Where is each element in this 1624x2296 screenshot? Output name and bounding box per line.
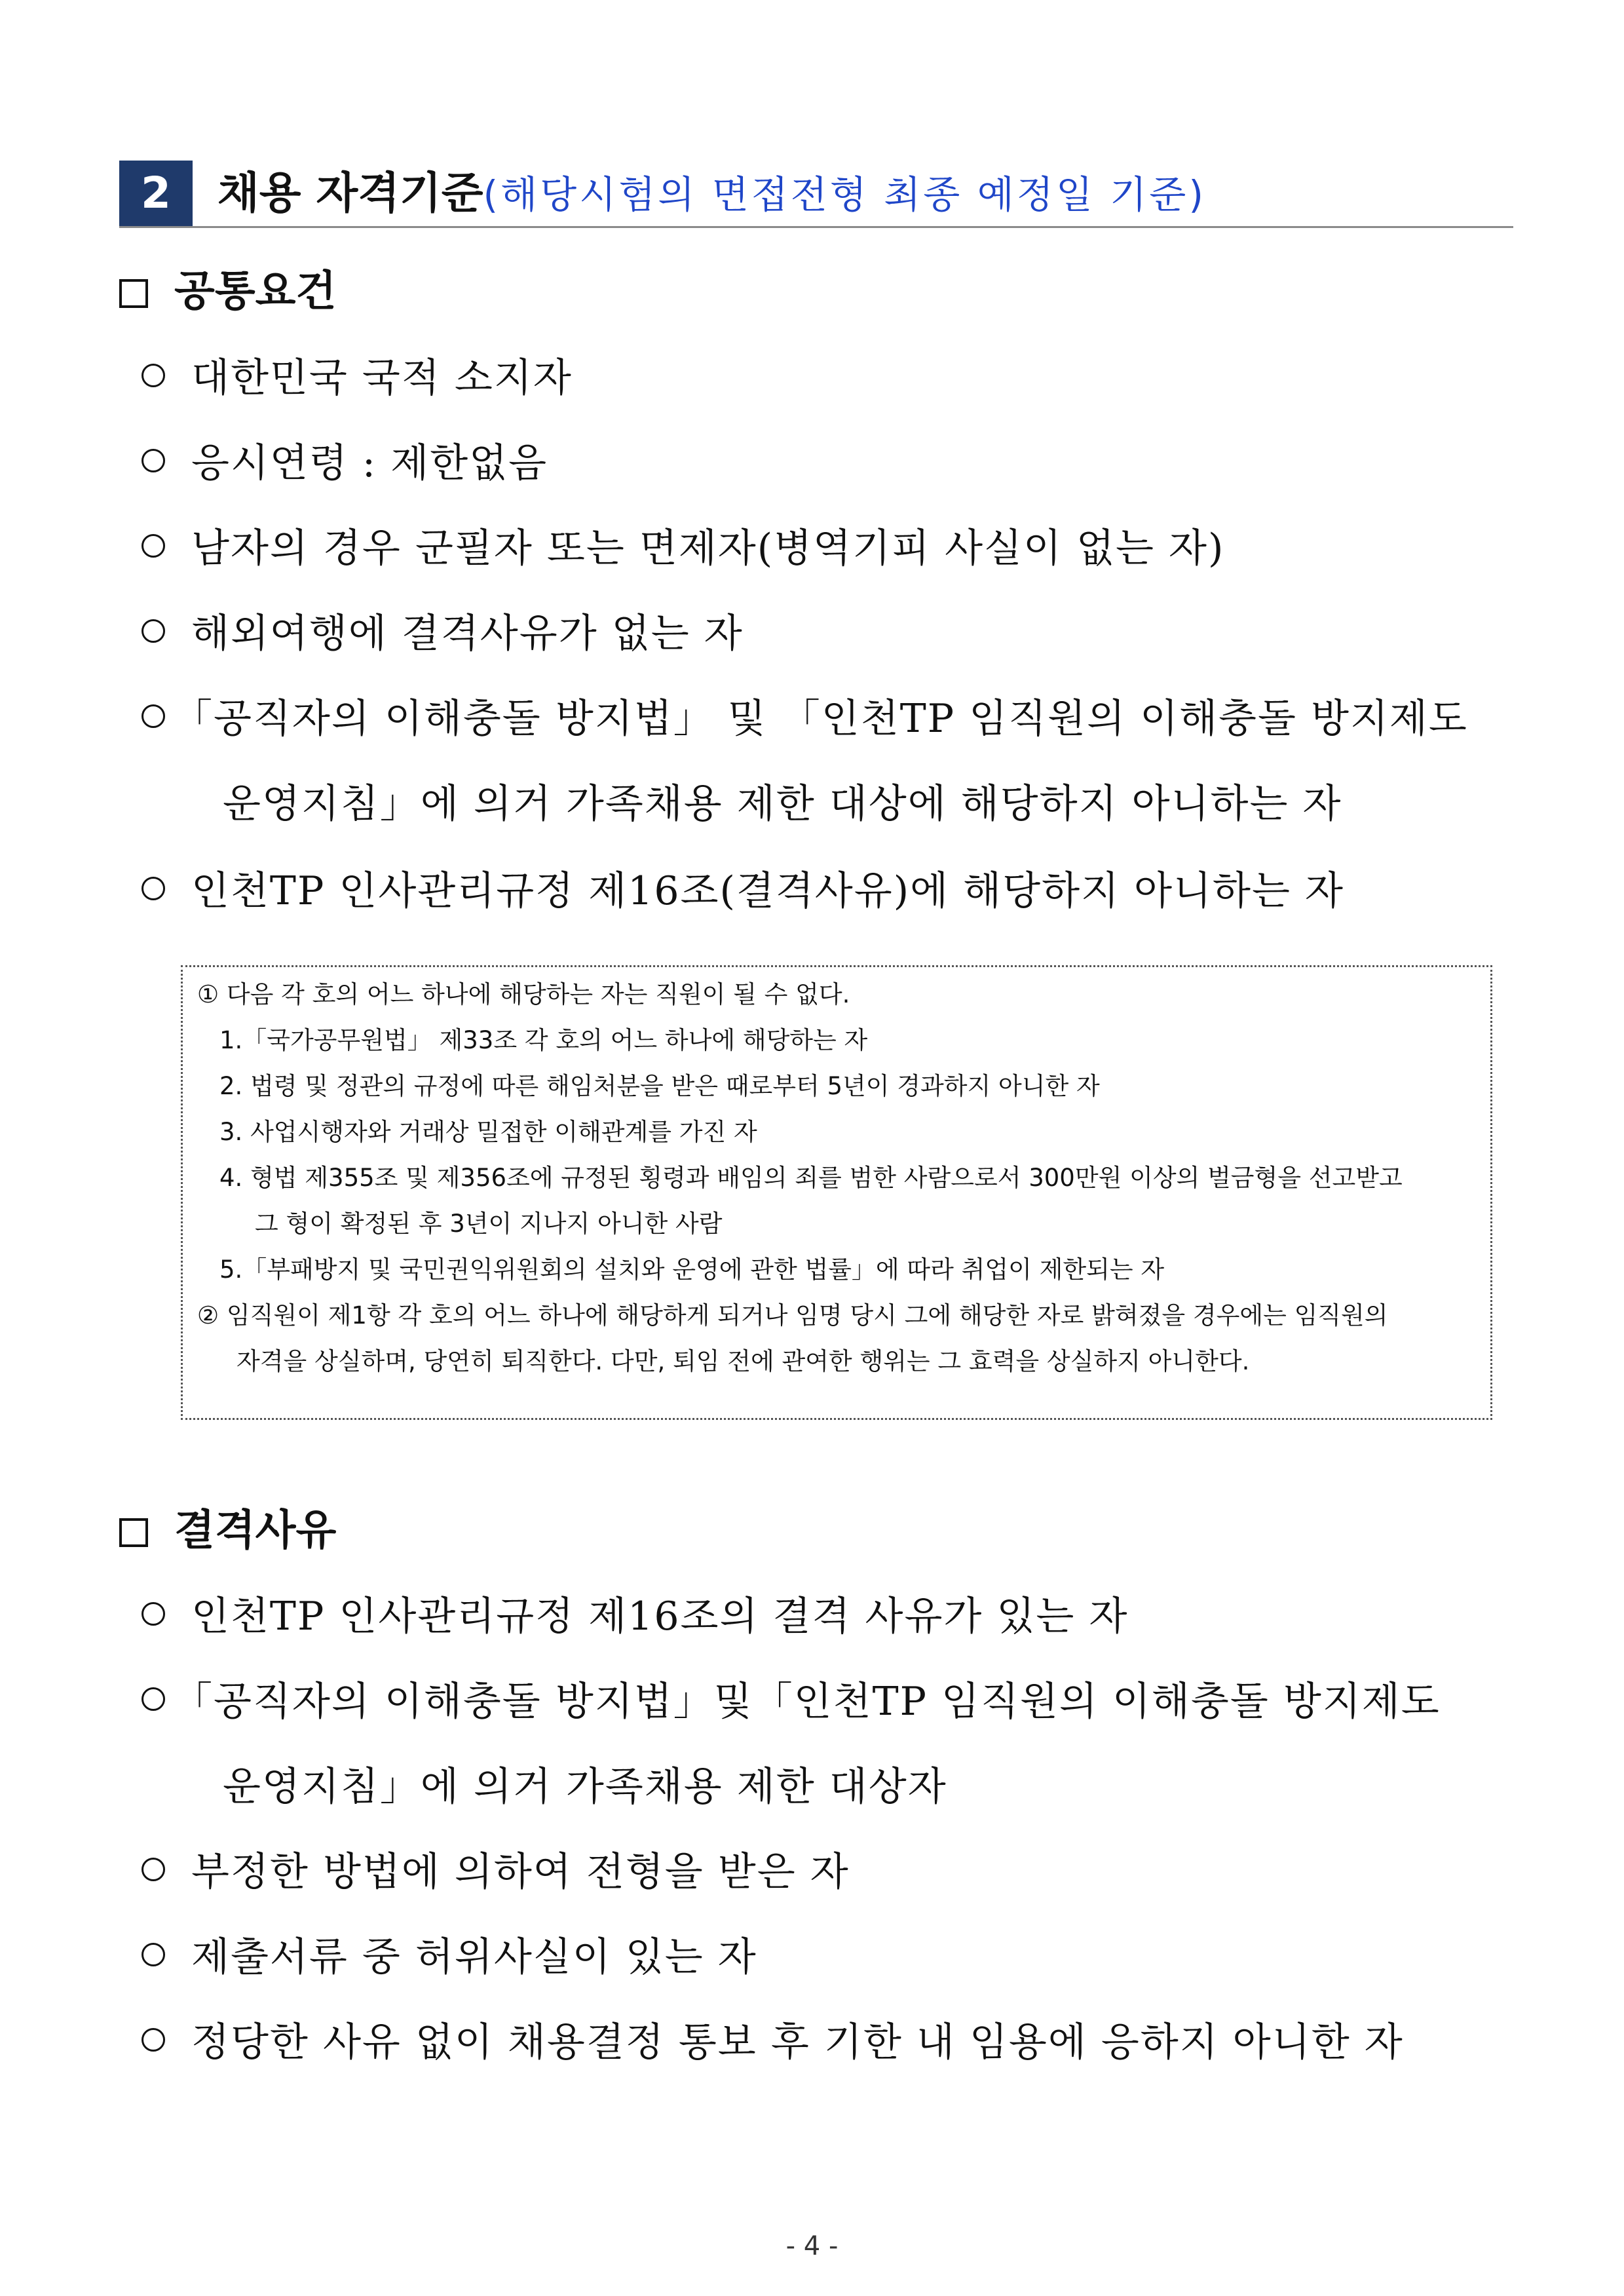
section-title-text: 채용 자격기준 [217, 168, 483, 218]
checkbox-square-icon [119, 279, 148, 308]
disqualification-item-2-continued: 운영지침」에 의거 가족채용 제한 대상자 [223, 1764, 947, 1810]
common-item-text: 「공직자의 이해충돌 방지법」 및 「인천TP 임직원의 이해충돌 방지제도 [173, 696, 1468, 742]
circle-bullet-icon [142, 364, 165, 387]
checkbox-square-icon [119, 1518, 148, 1547]
common-heading-text: 공통요건 [174, 267, 337, 316]
common-item-6 [142, 865, 1344, 917]
circle-bullet-icon [142, 877, 165, 900]
regulation-clause-5: 5.「부패방지 및 국민권익위원회의 설치와 운영에 관한 법률」에 따라 취업이 제한되는 자 [219, 1255, 1165, 1284]
disqualification-heading [119, 1504, 336, 1557]
common-item-4 [142, 607, 744, 660]
section-subtitle: (해당시험의 면접전형 최종 예정일 기준) [483, 172, 1206, 217]
regulation-paragraph-1: ① 다음 각 호의 어느 하나에 해당하는 자는 직원이 될 수 없다. [197, 980, 850, 1008]
common-item-text: 남자의 경우 군필자 또는 면제자(병역기피 사실이 없는 자) [191, 526, 1225, 571]
disqualification-item-3 [142, 1846, 850, 1898]
common-item-2 [142, 437, 548, 489]
disqualification-item-text: 「공직자의 이해충돌 방지법」및「인천TP 임직원의 이해충돌 방지제도 [173, 1679, 1441, 1725]
disqualification-item-text: 인천TP 인사관리규정 제16조의 결격 사유가 있는 자 [191, 1594, 1129, 1639]
common-item-text: 대한민국 국적 소지자 [191, 355, 573, 401]
common-item-text: 응시연령 : 제한없음 [191, 440, 548, 486]
regulation-paragraph-2-continued: 자격을 상실하며, 당연히 퇴직한다. 다만, 퇴임 전에 관여한 행위는 그 효력을 상실하지 아니한다. [236, 1347, 1250, 1375]
regulation-clause-4: 4. 형법 제355조 및 제356조에 규정된 횡령과 배임의 죄를 범한 사람으로서 300만원 이상의 벌금형을 선고받고 [219, 1164, 1403, 1192]
regulation-clause-2: 2. 법령 및 정관의 규정에 따른 해임처분을 받은 때로부터 5년이 경과하지 아니한 자 [219, 1072, 1100, 1100]
circle-bullet-icon [142, 2028, 165, 2052]
disqualification-item-text: 정당한 사유 없이 채용결정 통보 후 기한 내 임용에 응하지 아니한 자 [191, 2019, 1404, 2065]
circle-bullet-icon [142, 1858, 165, 1881]
common-requirements-heading [119, 265, 336, 318]
common-item-3 [142, 522, 1224, 575]
circle-bullet-icon [142, 1602, 165, 1626]
disqualification-item-5 [142, 2016, 1404, 2069]
common-item-text: 해외여행에 결격사유가 없는 자 [191, 611, 744, 657]
circle-bullet-icon [142, 704, 165, 728]
regulation-clause-3: 3. 사업시행자와 거래상 밀접한 이해관계를 가진 자 [219, 1118, 757, 1146]
disqualification-item-text: 제출서류 중 허위사실이 있는 자 [191, 1934, 757, 1980]
circle-bullet-icon [142, 1687, 165, 1711]
circle-bullet-icon [142, 1943, 165, 1966]
circle-bullet-icon [142, 449, 165, 472]
disqualification-item-text: 부정한 방법에 의하여 전형을 받은 자 [191, 1849, 850, 1895]
section-title [217, 161, 1206, 226]
section-number-badge: 2 [119, 161, 193, 226]
regulation-clause-4-continued: 그 형이 확정된 후 3년이 지나지 아니한 사람 [255, 1210, 723, 1238]
common-item-5 [142, 693, 1468, 745]
disqualification-item-1 [142, 1590, 1128, 1643]
disqualification-item-4 [142, 1931, 757, 1983]
circle-bullet-icon [142, 619, 165, 643]
regulation-excerpt-box [181, 965, 1492, 1420]
circle-bullet-icon [142, 534, 165, 558]
page-number: - 4 - [785, 2231, 839, 2261]
disqualification-heading-text: 결격사유 [174, 1506, 337, 1555]
common-item-1 [142, 352, 573, 404]
section-header [119, 161, 1513, 228]
common-item-text: 인천TP 인사관리규정 제16조(결격사유)에 해당하지 아니하는 자 [191, 868, 1344, 914]
common-item-5-continued: 운영지침」에 의거 가족채용 제한 대상에 해당하지 아니하는 자 [223, 781, 1342, 827]
regulation-paragraph-2: ② 임직원이 제1항 각 호의 어느 하나에 해당하게 되거나 임명 당시 그에 해당한 자로 밝혀졌을 경우에는 임직원의 [197, 1301, 1388, 1330]
disqualification-item-2 [142, 1675, 1441, 1728]
regulation-clause-1: 1.「국가공무원법」 제33조 각 호의 어느 하나에 해당하는 자 [219, 1026, 868, 1054]
